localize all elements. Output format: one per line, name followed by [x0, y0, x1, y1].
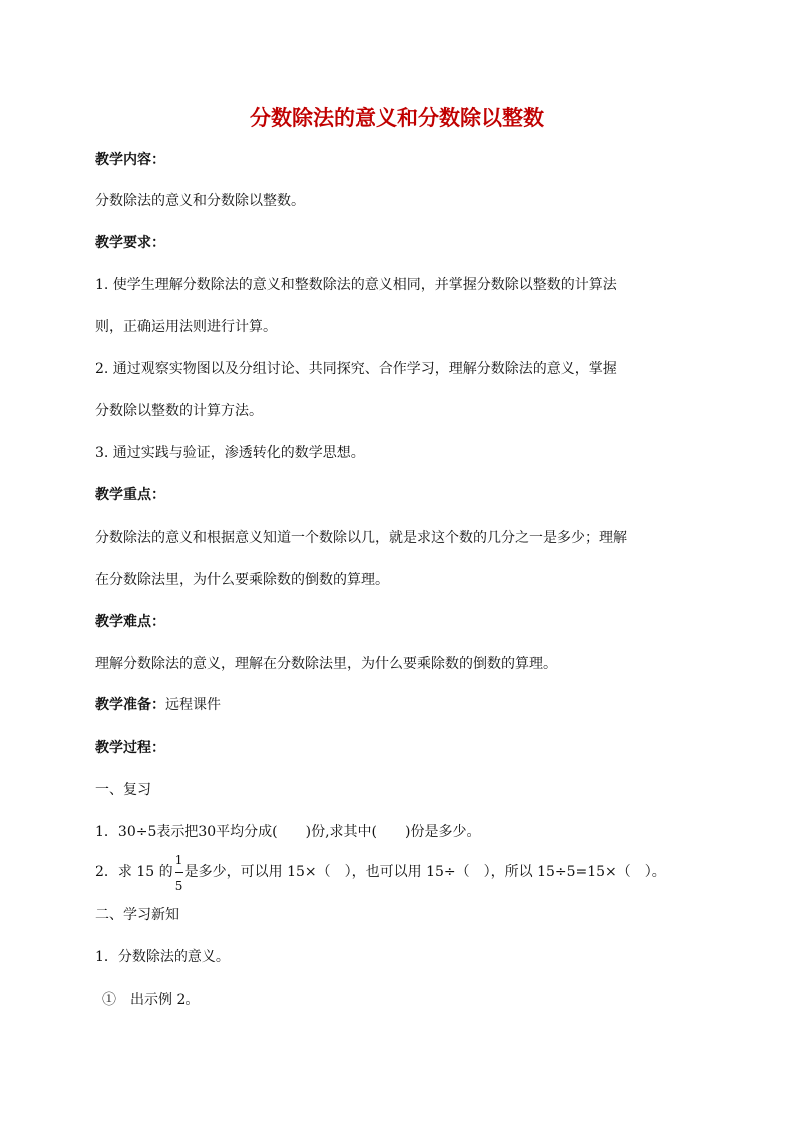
- preparation-line: [95, 695, 221, 715]
- new-knowledge-heading: 二、学习新知: [95, 907, 179, 923]
- requirement-1-line-2: 则，正确运用法则进行计算。: [95, 319, 277, 335]
- requirement-2-line-2: 分数除以整数的计算方法。: [95, 403, 263, 419]
- requirement-2-line-1: 2. 通过观察实物图以及分组讨论、共同探究、合作学习，理解分数除法的意义，掌握: [95, 361, 617, 377]
- preparation-heading: 教学准备：: [95, 697, 165, 713]
- key-points-line-1: 分数除法的意义和根据意义知道一个数除以几，就是求这个数的几分之一是多少；理解: [95, 530, 627, 546]
- new-knowledge-item-1: 1．分数除法的意义。: [95, 949, 230, 965]
- difficulties-heading: 教学难点：: [95, 614, 165, 630]
- key-points-heading: 教学重点：: [95, 487, 165, 503]
- process-heading: 教学过程：: [95, 740, 165, 756]
- requirement-1-line-1: 1. 使学生理解分数除法的意义和整数除法的意义相同，并掌握分数除以整数的计算法: [95, 277, 617, 293]
- fraction-numerator: 1: [174, 853, 183, 867]
- fraction-denominator: 5: [174, 879, 183, 893]
- key-points-line-2: 在分数除法里，为什么要乘除数的倒数的算理。: [95, 572, 389, 588]
- new-knowledge-subitem-1: ① 出示例 2。: [102, 992, 200, 1008]
- preparation-text: 远程课件: [165, 697, 221, 713]
- fraction-one-fifth: [174, 853, 184, 893]
- q2-suffix: 是多少，可以用 15×（ ），也可以用 15÷（ ），所以 15÷5=15×（ ）。: [184, 864, 666, 880]
- content-heading: 教学内容：: [95, 152, 165, 168]
- fraction-bar: [175, 872, 183, 873]
- review-heading: 一、复习: [95, 782, 151, 798]
- q2-prefix: 2．求 15 的: [95, 864, 173, 880]
- requirements-heading: 教学要求：: [95, 235, 165, 251]
- content-text: 分数除法的意义和分数除以整数。: [95, 193, 305, 209]
- requirement-3: 3. 通过实践与验证，渗透转化的数学思想。: [95, 445, 365, 461]
- review-question-2: [95, 853, 666, 893]
- document-title: 分数除法的意义和分数除以整数: [250, 105, 544, 130]
- difficulties-text: 理解分数除法的意义，理解在分数除法里，为什么要乘除数的倒数的算理。: [95, 656, 557, 672]
- review-question-1: 1．30÷5表示把30平均分成( )份,求其中( )份是多少。: [95, 824, 481, 840]
